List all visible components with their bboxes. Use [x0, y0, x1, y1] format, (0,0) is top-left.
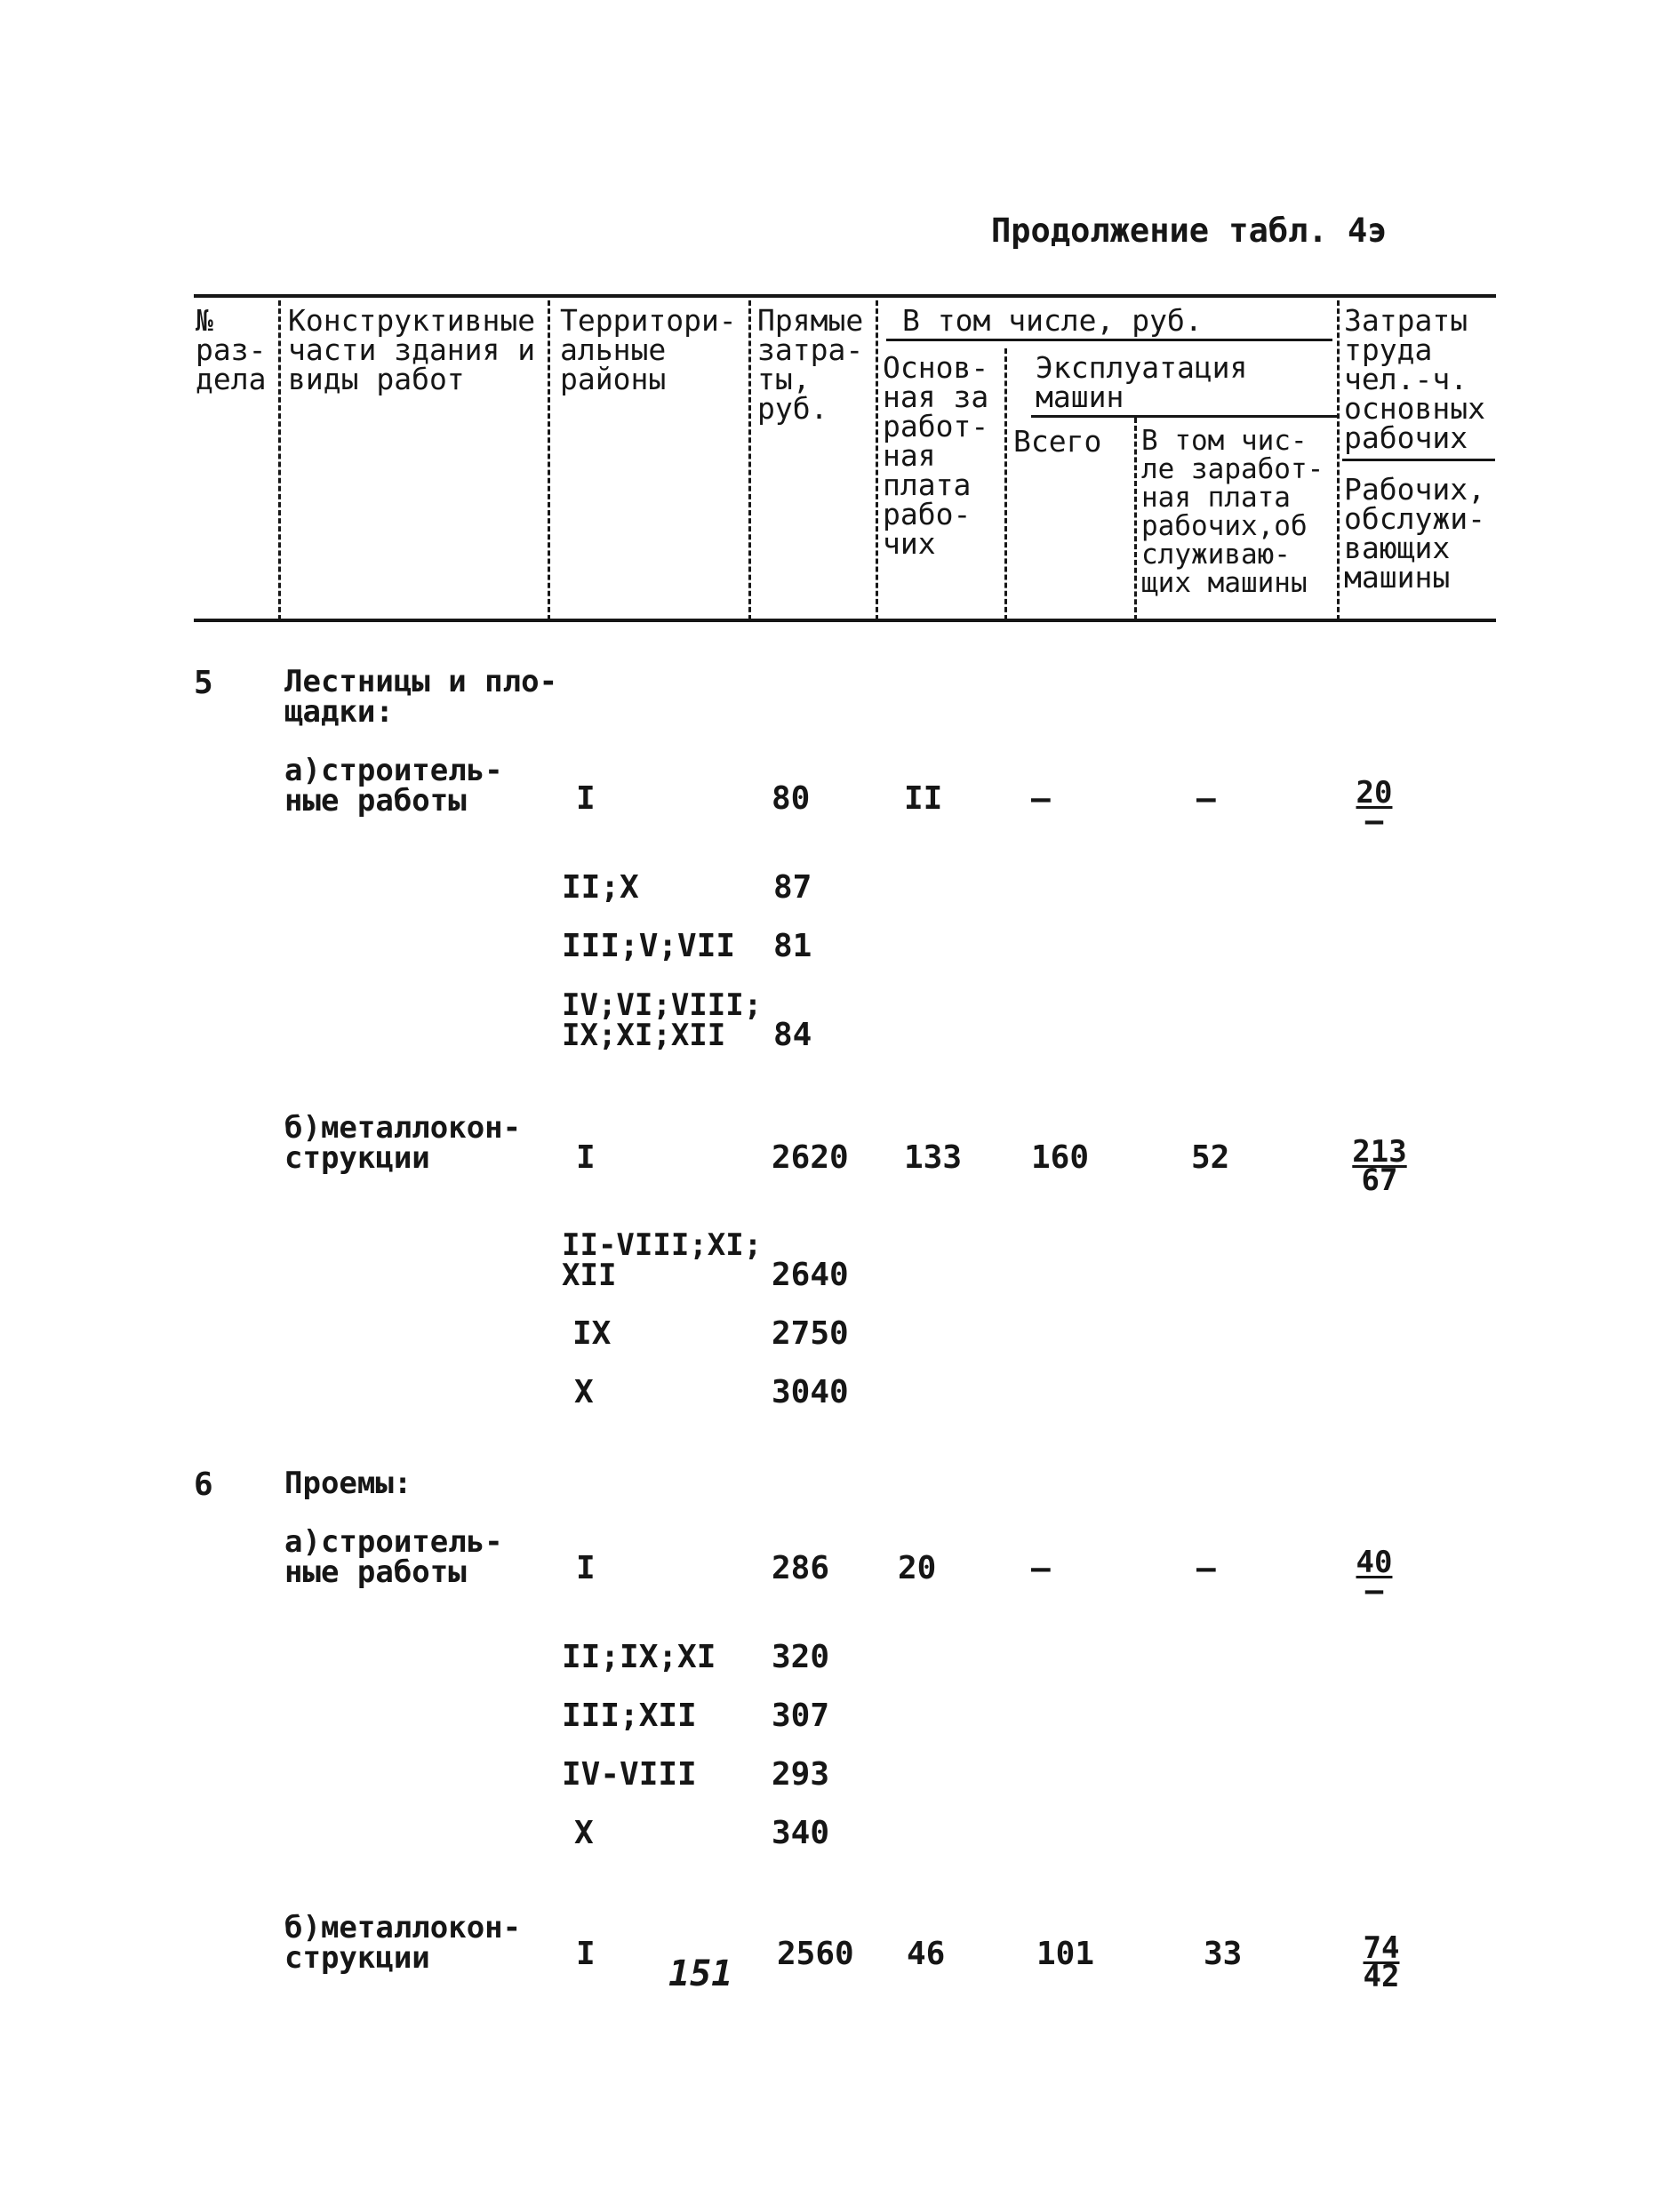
table-row-direct: 87: [773, 869, 812, 906]
labor-underline: [1342, 459, 1495, 461]
table-row-wage: 46: [907, 1936, 946, 1972]
header-machine-wage: В том чис- ле заработ- ная плата рабочих,об служиваю- щих машины: [1141, 425, 1324, 599]
table-row-labor: $\frac{74}{42}$: [1363, 1930, 1400, 1994]
section-number: 5: [194, 665, 213, 701]
table-row-direct: 81: [773, 928, 812, 964]
table-row-direct: 2620: [772, 1139, 849, 1176]
table-row-machine-total: –: [1031, 780, 1051, 817]
col-sep-3: [748, 300, 751, 620]
table-row-region: III;V;VII: [562, 928, 736, 964]
table-row-direct: 286: [772, 1550, 830, 1586]
table-row-region: I: [576, 1139, 596, 1176]
table-row-region: X: [574, 1815, 594, 1851]
table-row-labor: 40 –: [1356, 1545, 1393, 1609]
work-type: б)металлокон- струкции: [284, 1910, 522, 1976]
table-row-direct: 2560: [777, 1936, 854, 1972]
table-caption: Продолжение табл. 4э: [991, 212, 1388, 250]
table-row-machine-wage: 52: [1191, 1139, 1230, 1176]
table-row-direct: 3040: [772, 1374, 849, 1410]
table-row-direct: 320: [772, 1639, 830, 1675]
table-row-region: II;IX;XI: [562, 1639, 716, 1675]
header-top-rule: [194, 294, 1496, 298]
header-section-number: № раз- дела: [196, 303, 267, 396]
section-title: Проемы:: [284, 1466, 412, 1501]
work-type: а)строитель- ные работы: [284, 1524, 503, 1590]
table-row-wage: 133: [904, 1139, 963, 1176]
table-row-labor: 20 –: [1356, 775, 1393, 839]
col-sep-2: [548, 300, 550, 620]
col-sep-1: [278, 300, 281, 620]
header-bottom-rule: [194, 619, 1496, 622]
table-row-machine-total: 101: [1036, 1936, 1095, 1972]
table-row-direct: 84: [773, 1017, 812, 1053]
header-labor: Затраты труда чел.-ч. основных рабочих: [1344, 303, 1485, 455]
machines-underline: [1031, 415, 1337, 418]
table-row-region: IX: [572, 1315, 612, 1352]
header-including: В том числе, руб.: [902, 303, 1203, 338]
table-row-machine-wage: –: [1196, 780, 1216, 817]
col-sep-6: [1134, 418, 1137, 620]
table-row-machine-wage: 33: [1204, 1936, 1243, 1972]
header-labor-machines: Рабочих, обслужи- вающих машины: [1344, 472, 1485, 595]
header-regions: Территори- альные районы: [560, 303, 737, 396]
table-row-region: II;X: [562, 869, 639, 906]
table-row-machine-total: –: [1031, 1550, 1051, 1586]
table-row-labor: $\frac{213}{67}$: [1352, 1134, 1407, 1198]
table-row-wage: 20: [898, 1550, 937, 1586]
table-row-region: I: [576, 1936, 596, 1972]
section-number: 6: [194, 1466, 213, 1503]
col-sep-5: [1004, 348, 1007, 620]
table-row-direct: 80: [772, 780, 811, 817]
table-row-direct: 293: [772, 1756, 830, 1793]
col-sep-7: [1337, 300, 1340, 620]
table-row-direct: 340: [772, 1815, 830, 1851]
incl-underline: [886, 339, 1332, 341]
table-row-region: IV-VIII: [562, 1756, 697, 1793]
table-row-direct: 2750: [772, 1315, 849, 1352]
table-row-direct: 307: [772, 1698, 830, 1734]
table-row-wage: II: [904, 780, 943, 817]
table-row-region: I: [576, 1550, 596, 1586]
table-row-region: II-VIII;XI; XII: [562, 1227, 763, 1293]
header-machine-total: Всего: [1013, 424, 1102, 459]
table-row-region: III;XII: [562, 1698, 697, 1734]
header-machine-operation: Эксплуатация машин: [1036, 350, 1248, 414]
table-row-machine-wage: –: [1196, 1550, 1216, 1586]
header-direct-costs: Прямые затра- ты, руб.: [757, 303, 864, 426]
col-sep-4: [876, 300, 878, 620]
table-row-direct: 2640: [772, 1257, 849, 1293]
table-row-region: I: [576, 780, 596, 817]
work-type: а)строитель- ные работы: [284, 753, 503, 819]
header-base-wage: Основ- ная за работ- ная плата рабо- чих: [883, 350, 989, 561]
table-row-machine-total: 160: [1031, 1139, 1090, 1176]
section-title: Лестницы и пло- щадки:: [284, 664, 558, 730]
work-type: б)металлокон- струкции: [284, 1110, 522, 1176]
table-row-region: IV;VI;VIII; IX;XI;XII: [562, 987, 763, 1053]
table-row-region: X: [574, 1374, 594, 1410]
header-structural-parts: Конструктивные части здания и виды работ: [288, 303, 536, 396]
page-number: 151: [668, 1953, 733, 1994]
